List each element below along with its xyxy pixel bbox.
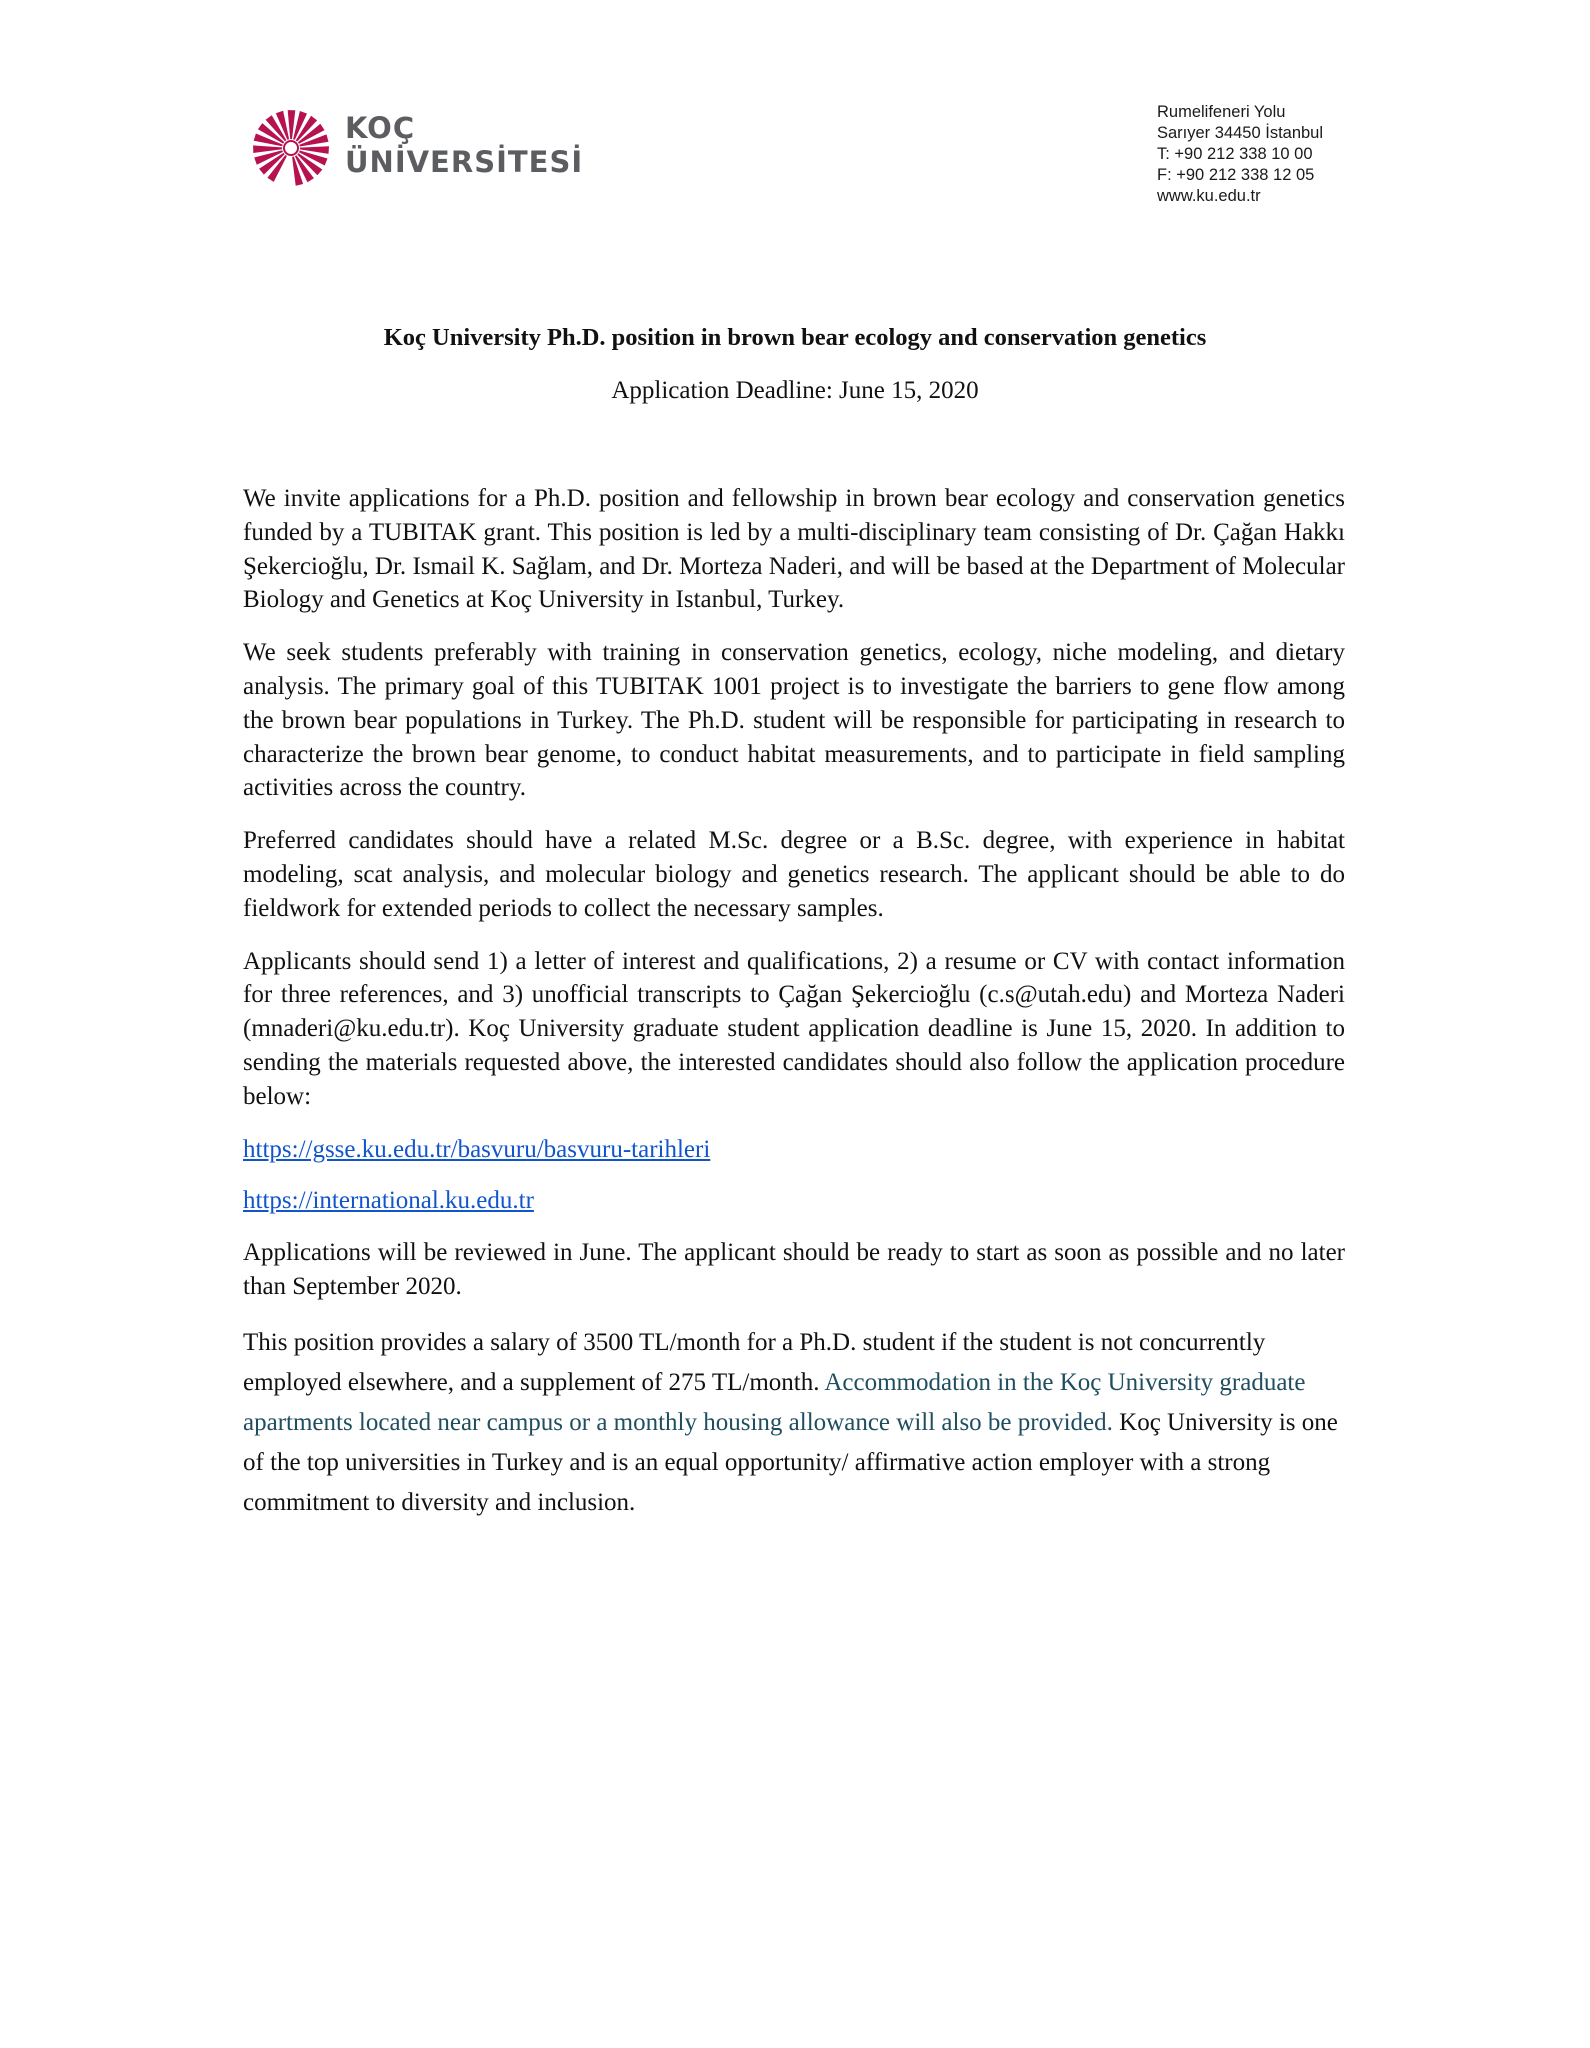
international-link[interactable]: https://international.ku.edu.tr	[243, 1187, 534, 1215]
address-city: Sarıyer 34450 İstanbul	[1157, 124, 1324, 142]
document-body	[243, 482, 1345, 1542]
emblem-hub	[284, 141, 298, 155]
accommodation-text: Accommodation in the Koç University graduate apartments located near campus or a monthly housing allowance will also be provided.	[243, 1368, 1306, 1436]
salary-text: This position provides a salary of 3500 TL/month for a Ph.D. student if the student is not concurrently employed elsewhere, and a supplement of 275 TL/month.	[243, 1328, 1266, 1396]
paragraph-seek: We seek students preferably with training in conservation genetics, ecology, niche modeling, and dietary analysis. The primary goal of this TUBITAK 1001 project is to investigate the barriers to gene flow among the brown bear populations in Turkey. The Ph.D. student will be responsible for participating in research to characterize the brown bear genome, to conduct habitat measurements, and to participate in field sampling activities across the country.	[243, 639, 1345, 802]
address-website: www.ku.edu.tr	[1157, 187, 1261, 205]
address-block	[1157, 102, 1323, 207]
logo-line-1: KOÇ	[345, 111, 416, 145]
paragraph-review: Applications will be reviewed in June. The applicant should be ready to start as soon as possible and no later than September 2020.	[243, 1239, 1345, 1300]
paragraph-apply: Applicants should send 1) a letter of interest and qualifications, 2) a resume or CV with contact information for three references, and 3) unofficial transcripts to Çağan Şekercioğlu (c.s@utah.edu) and Morteza Naderi (mnaderi@ku.edu.tr). Koç University graduate student application deadline is June 15, 2020. In addition to sending the materials requested above, the interested candidates should also follow the application procedure below:	[243, 947, 1345, 1110]
emblem-ray	[288, 110, 296, 139]
address-phone: T: +90 212 338 10 00	[1157, 145, 1313, 163]
paragraph-salary	[243, 1323, 1345, 1523]
equal-opportunity-text: Koç University is one of the top universities in Turkey and is an equal opportunity/ affirmative action employer with a strong commitment to diversity and inclusion.	[243, 1408, 1338, 1516]
address-street: Rumelifeneri Yolu	[1157, 103, 1286, 121]
application-deadline: Application Deadline: June 15, 2020	[611, 377, 979, 404]
paragraph-intro: We invite applications for a Ph.D. position and fellowship in brown bear ecology and conservation genetics funded by a TUBITAK grant. This position is led by a multi-disciplinary team consisting of Dr. Çağan Hakkı Şekercioğlu, Dr. Ismail K. Sağlam, and Dr. Morteza Naderi, and will be based at the Department of Molecular Biology and Genetics at Koç University in Istanbul, Turkey.	[243, 485, 1345, 614]
paragraph-preferred: Preferred candidates should have a related M.Sc. degree or a B.Sc. degree, with experience in habitat modeling, scat analysis, and molecular biology and genetics research. The applicant should be able to do fieldwork for extended periods to collect the necessary samples.	[243, 827, 1345, 922]
document-title: Koç University Ph.D. position in brown bear ecology and conservation genetics	[383, 324, 1207, 351]
university-logo	[247, 106, 587, 186]
sunburst-emblem-icon	[247, 106, 339, 186]
address-fax: F: +90 212 338 12 05	[1157, 166, 1315, 184]
link-row-gsse	[243, 1133, 1345, 1167]
link-row-international	[243, 1184, 1345, 1218]
gsse-link[interactable]: https://gsse.ku.edu.tr/basvuru/basvuru-tarihleri	[243, 1135, 711, 1163]
logo-line-2: ÜNİVERSİTESİ	[345, 145, 584, 179]
